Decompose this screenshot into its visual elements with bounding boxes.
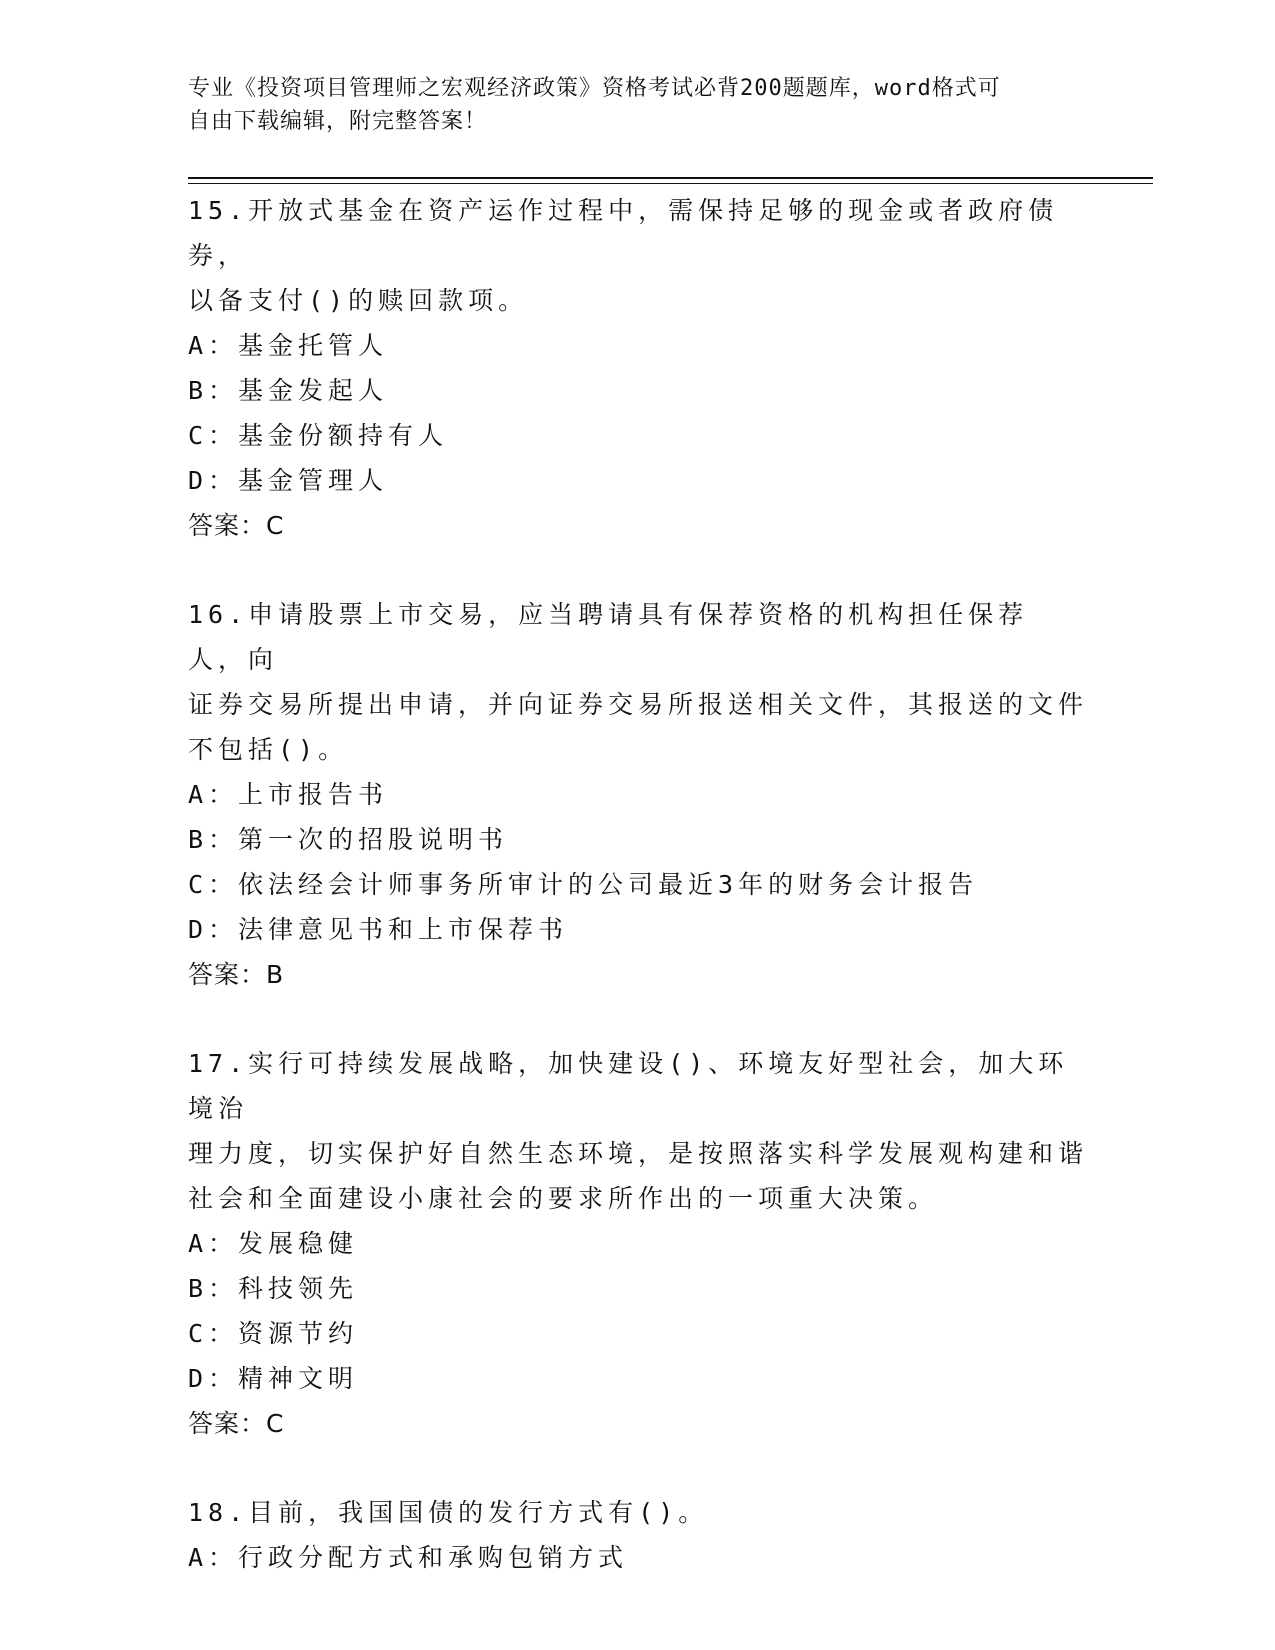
answer-option: C：资源节约 [188,1319,359,1348]
question-text-line: 社会和全面建设小康社会的要求所作出的一项重大决策。 [188,1184,939,1213]
header-divider-thick [188,177,1153,179]
question-block [188,1041,1088,1446]
header-divider-thin [188,183,1153,184]
question-list [188,188,1088,1624]
answer-option: D：精神文明 [188,1364,359,1393]
question-block [188,188,1088,548]
question-text-line: 不包括()。 [188,735,349,764]
answer-option: D：基金管理人 [188,466,389,495]
question-text-line: 16.申请股票上市交易，应当聘请具有保荐资格的机构担任保荐人，向 [188,600,1029,674]
question-text-line: 证券交易所提出申请，并向证券交易所报送相关文件，其报送的文件 [188,690,1089,719]
header-line-2: 自由下载编辑，附完整答案！ [188,109,488,134]
answer-option: B：第一次的招股说明书 [188,825,509,854]
answer-option: A：发展稳健 [188,1229,359,1258]
answer-option: D：法律意见书和上市保荐书 [188,915,569,944]
document-header [188,72,1088,138]
answer-option: A：上市报告书 [188,780,389,809]
header-line-1: 专业《投资项目管理师之宏观经济政策》资格考试必背200题题库，word格式可 [188,76,1001,101]
answer-option: B：基金发起人 [188,376,389,405]
answer-option: B：科技领先 [188,1274,359,1303]
answer-option: A：行政分配方式和承购包销方式 [188,1543,629,1572]
answer-option: A：基金托管人 [188,331,389,360]
answer-key: 答案：B [188,960,285,989]
question-block [188,1490,1088,1580]
answer-key: 答案：C [188,511,285,540]
question-text-line: 17.实行可持续发展战略，加快建设()、环境友好型社会，加大环境治 [188,1049,1069,1123]
question-block [188,592,1088,997]
question-text-line: 理力度，切实保护好自然生态环境，是按照落实科学发展观构建和谐 [188,1139,1089,1168]
question-text-line: 15.开放式基金在资产运作过程中，需保持足够的现金或者政府债券， [188,196,1059,270]
answer-option: C：依法经会计师事务所审计的公司最近3年的财务会计报告 [188,870,979,899]
question-text-line: 18.目前，我国国债的发行方式有()。 [188,1498,709,1527]
answer-option: C：基金份额持有人 [188,421,449,450]
answer-key: 答案：C [188,1409,285,1438]
question-text-line: 以备支付()的赎回款项。 [188,286,529,315]
